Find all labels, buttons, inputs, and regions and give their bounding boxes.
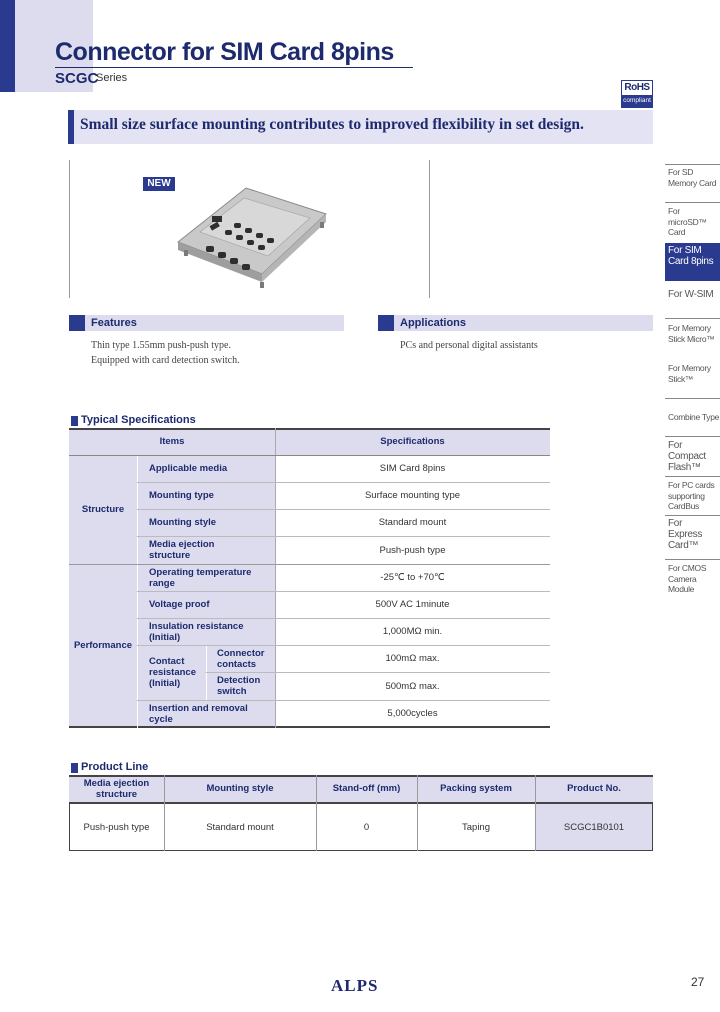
sidebar-item-memory-stick[interactable]: For Memory Stick™ (668, 363, 711, 384)
title-underline (55, 67, 413, 68)
image-frame-middle (429, 160, 430, 298)
spec-item-applicable-media: Applicable media (149, 463, 228, 474)
spec-item-connector-contacts: Connector contacts (217, 647, 265, 670)
sidebar-item-cmos-camera[interactable]: For CMOS Camera Module (668, 563, 707, 594)
sidebar-separator (665, 202, 720, 203)
group-structure: Structure (81, 504, 125, 515)
spec-value-voltage-proof: 500V AC 1minute (375, 599, 450, 610)
image-frame-left (69, 160, 70, 298)
series-label: Series (96, 72, 128, 84)
spec-value-operating-temp: -25℃ to +70℃ (380, 572, 445, 583)
new-badge: NEW (143, 177, 175, 191)
sidebar-separator (665, 559, 720, 560)
sidebar-item-pc-cards-cardbus[interactable]: For PC cards supporting CardBus (668, 480, 715, 511)
sidebar-separator (665, 398, 720, 399)
sidebar-item-sim-card-8pins[interactable]: For SIM Card 8pins (668, 245, 714, 267)
spec-value-media-ejection: Push-push type (379, 544, 446, 556)
sidebar-item-combine-type[interactable]: Combine Type (668, 412, 720, 422)
spec-value-insulation: 1,000MΩ min. (382, 626, 443, 637)
specs-title: Typical Specifications (81, 414, 196, 426)
rohs-compliant-text: compliant (622, 95, 652, 107)
product-cell-product-no: SCGC1B0101 (563, 822, 625, 833)
sidebar-item-microsd-card[interactable]: For microSD™ Card (668, 206, 707, 237)
product-cell-media-ejection: Push-push type (83, 822, 150, 833)
specs-table (69, 428, 550, 728)
connector-image (170, 180, 330, 295)
sidebar-item-memory-stick-micro[interactable]: For Memory Stick Micro™ (668, 323, 715, 344)
spec-item-operating-temp: Operating temperature range (149, 566, 252, 589)
product-col-mounting-style: Mounting style (206, 783, 274, 794)
page-title: Connector for SIM Card 8pins (55, 38, 394, 66)
sidebar-item-express-card[interactable]: For Express Card™ (668, 518, 703, 551)
applications-line-1: PCs and personal digital assistants (400, 340, 538, 351)
features-marker (69, 315, 85, 331)
product-cell-packing: Taping (462, 822, 490, 833)
product-line-table (69, 775, 653, 851)
product-line-marker (71, 763, 78, 773)
spec-value-mounting-type: Surface mounting type (364, 490, 461, 501)
product-cell-mounting-style: Standard mount (206, 822, 274, 833)
rohs-logo (621, 80, 653, 108)
features-line-2: Equipped with card detection switch. (91, 355, 240, 366)
applications-title: Applications (400, 317, 467, 329)
rohs-text: RoHS (622, 81, 652, 95)
features-title: Features (91, 317, 137, 329)
product-col-product-no: Product No. (567, 783, 621, 794)
group-performance: Performance (73, 640, 133, 651)
sidebar-separator (665, 515, 720, 516)
product-col-standoff: Stand-off (mm) (332, 783, 401, 794)
product-col-packing: Packing system (440, 783, 512, 794)
product-cell-standoff: 0 (363, 822, 370, 833)
spec-value-applicable-media: SIM Card 8pins (379, 463, 446, 474)
sidebar-item-w-sim[interactable]: For W-SIM (668, 289, 714, 300)
spec-item-mounting-style: Mounting style (149, 517, 217, 528)
alps-logo: ALPS (331, 976, 379, 995)
tagline-bar (68, 110, 74, 144)
spec-item-voltage-proof: Voltage proof (149, 599, 210, 610)
col-items: Items (159, 436, 185, 447)
sidebar-separator (665, 436, 720, 437)
features-line-1: Thin type 1.55mm push-push type. (91, 340, 231, 351)
page-number: 27 (691, 975, 705, 989)
sidebar-separator (665, 164, 720, 165)
spec-item-insertion-cycle: Insertion and removal cycle (149, 702, 248, 725)
spec-item-mounting-type: Mounting type (149, 490, 214, 501)
sidebar-item-sd-memory-card[interactable]: For SD Memory Card (668, 167, 717, 188)
specs-marker (71, 416, 78, 426)
spec-value-detection-switch: 500mΩ max. (385, 680, 440, 692)
sidebar-item-compact-flash[interactable]: For Compact Flash™ (668, 440, 706, 473)
sidebar-separator (665, 476, 720, 477)
series-code: SCGC (55, 70, 99, 87)
spec-item-detection-switch: Detection switch (217, 675, 261, 697)
spec-value-mounting-style: Standard mount (378, 517, 447, 528)
spec-item-media-ejection: Media ejection structure (149, 539, 215, 561)
spec-item-insulation: Insulation resistance (Initial) (149, 620, 244, 643)
col-specifications: Specifications (380, 436, 445, 447)
corner-strip (0, 0, 15, 92)
tagline: Small size surface mounting contributes to improved flexibility in set design. (80, 116, 584, 133)
spec-item-contact-resistance: Contact resistance (Initial) (149, 656, 197, 689)
sidebar-separator (665, 318, 720, 319)
spec-value-connector-contacts: 100mΩ max. (385, 653, 440, 664)
product-col-media-ejection: Media ejection structure (83, 777, 150, 800)
spec-value-insertion-cycle: 5,000cycles (387, 708, 438, 719)
product-line-title: Product Line (81, 761, 149, 773)
applications-marker (378, 315, 394, 331)
